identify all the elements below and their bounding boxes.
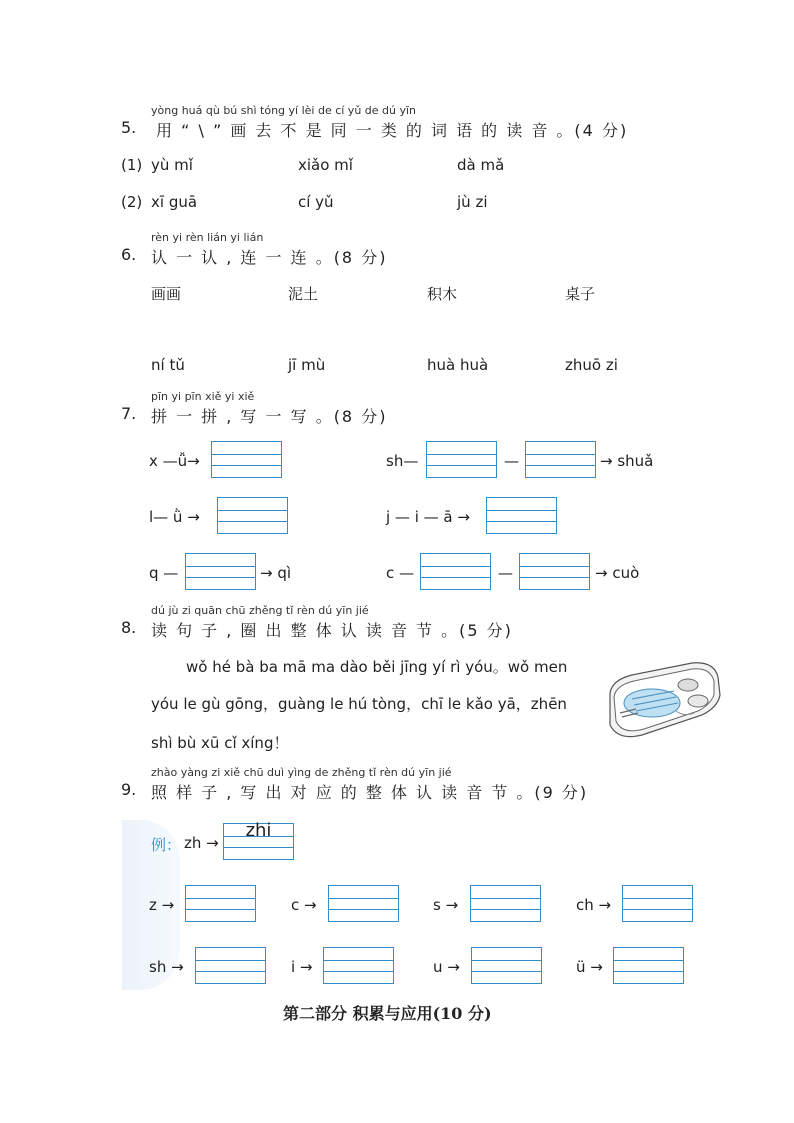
q7-answer-box-f1[interactable] — [420, 553, 491, 590]
q7-item-e1: q — — [149, 564, 179, 582]
q5-row1-item3: dà mǎ — [457, 156, 505, 174]
q7-item-b2: — — [504, 452, 519, 470]
q7-answer-box-b2[interactable] — [525, 441, 596, 478]
q9-question: 照 样 子 , 写 出 对 应 的 整 体 认 读 音 节 。(9 分) — [151, 783, 589, 802]
q9-answer-box-v[interactable] — [613, 947, 684, 984]
q6-pinyin: rèn yi rèn lián yi lián — [151, 231, 264, 244]
q9-answer-box-u[interactable] — [471, 947, 542, 984]
section-title: 第二部分 积累与应用(10 分) — [283, 1004, 492, 1023]
q6-word-2: 泥土 — [288, 285, 319, 303]
q7-answer-box-f2[interactable] — [519, 553, 590, 590]
q9-pinyin: zhào yàng zi xiě chū duì yìng de zhěng tǐ rèn dú yīn jié — [151, 766, 452, 779]
q8-pinyin: dú jù zi quān chū zhěng tǐ rèn dú yīn jié — [151, 604, 369, 617]
q9-row2-item3: u → — [433, 958, 460, 976]
q7-answer-box-b1[interactable] — [426, 441, 497, 478]
q7-item-b3: → shuǎ — [600, 452, 654, 470]
q7-item-f3: → cuò — [595, 564, 640, 582]
q7-answer-box-d[interactable] — [486, 497, 557, 534]
q9-answer-box-ch[interactable] — [622, 885, 693, 922]
q9-row1-item4: ch → — [576, 896, 612, 914]
q8-line-1: wǒ hé bà ba mā ma dào běi jīng yí rì yóu。wǒ men — [186, 658, 568, 676]
q8-line-2: yóu le gù gōng，guàng le hú tòng，chī le kǎo yā，zhēn — [151, 695, 567, 713]
q6-pinyin-1: ní tǔ — [151, 356, 185, 374]
q9-answer-box-z[interactable] — [185, 885, 256, 922]
q7-answer-box-c[interactable] — [217, 497, 288, 534]
q7-item-f2: — — [498, 564, 513, 582]
q9-answer-box-c[interactable] — [328, 885, 399, 922]
q9-row1-item1: z → — [149, 896, 175, 914]
q5-row2-item3: jù zi — [457, 193, 488, 211]
q9-number: 9. — [121, 780, 137, 799]
q6-pinyin-3: huà huà — [427, 356, 489, 374]
q5-row1-item2: xiǎo mǐ — [298, 156, 353, 174]
q6-word-3: 积木 — [427, 285, 458, 303]
q7-question: 拼 一 拼 , 写 一 写 。(8 分) — [151, 407, 388, 426]
q7-item-d: j — i — ā → — [386, 508, 470, 526]
q9-example-box — [223, 820, 294, 860]
q5-pinyin: yòng huá qù bú shì tóng yí lèi de cí yǔ de dú yīn — [151, 104, 417, 117]
q5-row2-item1: xī guā — [151, 193, 198, 211]
q5-row2-label: (2) — [121, 193, 143, 211]
q5-row1-item1: yù mǐ — [151, 156, 193, 174]
q7-answer-box-a[interactable] — [211, 441, 282, 478]
q5-row1-label: (1) — [121, 156, 143, 174]
q7-item-a: x —ǚ→ — [149, 452, 200, 470]
q6-word-1: 画画 — [151, 285, 182, 303]
q8-question: 读 句 子 , 圈 出 整 体 认 读 音 节 。(5 分) — [151, 621, 513, 640]
q5-question: 用 “ \ ” 画 去 不 是 同 一 类 的 词 语 的 读 音 。(4 分) — [156, 121, 629, 140]
q9-example-label: 例： — [151, 836, 182, 854]
q7-answer-box-e[interactable] — [185, 553, 256, 590]
q5-number: 5. — [121, 118, 137, 137]
q6-number: 6. — [121, 245, 137, 264]
roast-duck-illustration — [602, 655, 724, 745]
q7-item-f1: c — — [386, 564, 415, 582]
q9-example-prefix: zh → — [184, 834, 219, 852]
q9-answer-box-sh[interactable] — [195, 947, 266, 984]
q8-line-3: shì bù xū cǐ xíng！ — [151, 734, 289, 752]
q9-row2-item2: i → — [291, 958, 313, 976]
q9-row1-item3: s → — [433, 896, 459, 914]
q8-number: 8. — [121, 618, 137, 637]
q9-row2-item1: sh → — [149, 958, 184, 976]
q9-row1-item2: c → — [291, 896, 317, 914]
q9-answer-box-s[interactable] — [470, 885, 541, 922]
q6-question: 认 一 认 , 连 一 连 。(8 分) — [151, 248, 388, 267]
q9-answer-box-i[interactable] — [323, 947, 394, 984]
q7-item-b1: sh— — [386, 452, 419, 470]
q5-row2-item2: cí yǔ — [298, 193, 334, 211]
q7-number: 7. — [121, 404, 137, 423]
q6-pinyin-2: jī mù — [288, 356, 326, 374]
q7-pinyin: pīn yi pīn xiě yi xiě — [151, 390, 255, 403]
q7-item-c: l— ǜ → — [149, 508, 200, 526]
q9-example-answer: zhi — [245, 820, 272, 841]
q7-item-e2: → qì — [260, 564, 292, 582]
q9-row2-item4: ü → — [576, 958, 603, 976]
q6-word-4: 桌子 — [565, 285, 596, 303]
q6-pinyin-4: zhuō zi — [565, 356, 618, 374]
